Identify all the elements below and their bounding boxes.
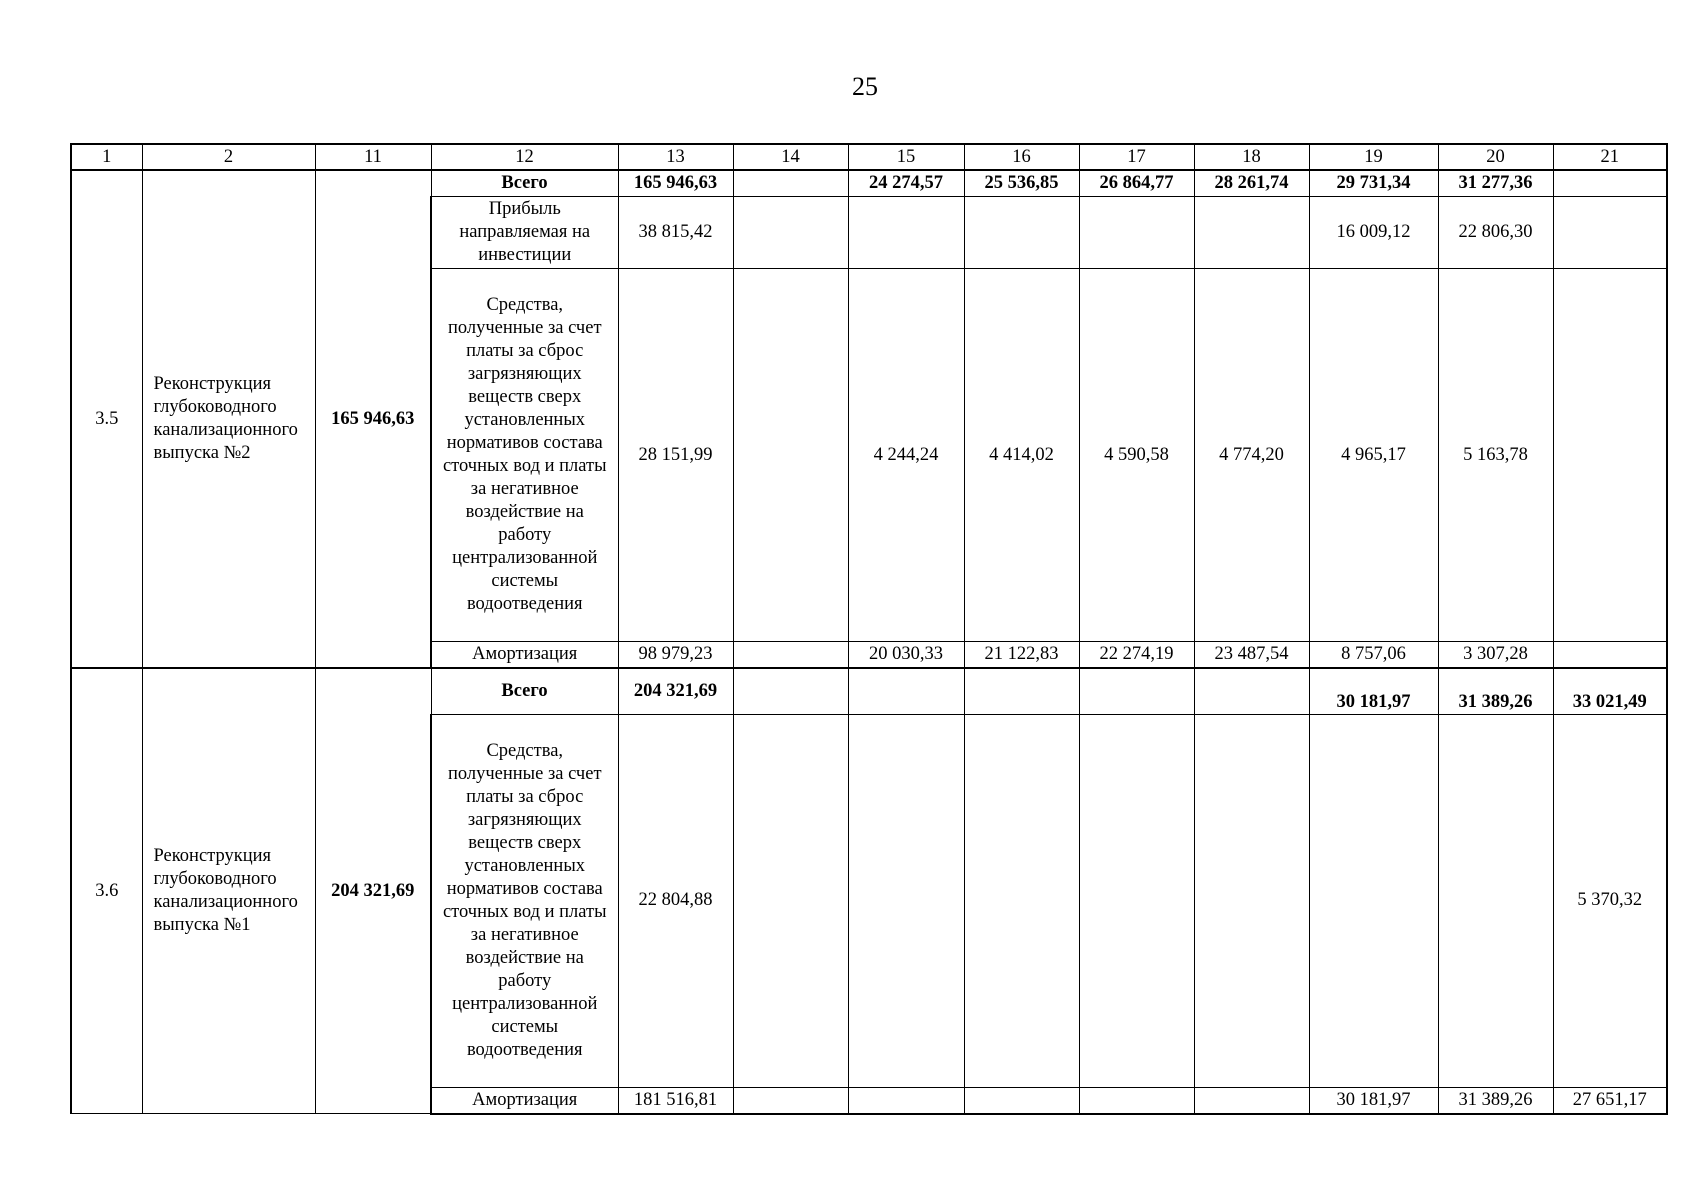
value-cell: 22 806,30 — [1438, 197, 1553, 269]
value-cell: 204 321,69 — [618, 668, 733, 714]
page-number: 25 — [852, 72, 878, 101]
funding-source: Средства, полученные за счет платы за сброс загрязняющих веществ сверх установленных нормативов состава сточных вод и платы за негативное воздействие на работу централизованной системы водоотведения — [431, 269, 618, 642]
value-cell: 26 864,77 — [1079, 170, 1194, 197]
value-cell: 22 804,88 — [618, 714, 733, 1087]
table-row-total — [71, 170, 1667, 197]
value-cell — [848, 1087, 964, 1114]
value-cell — [1553, 197, 1667, 269]
value-cell: 21 122,83 — [964, 642, 1079, 669]
value-cell — [1553, 170, 1667, 197]
value-cell — [733, 668, 848, 714]
column-header: 1 — [71, 144, 142, 170]
funding-source: Всего — [431, 170, 618, 197]
value-cell — [964, 1087, 1079, 1114]
value-cell — [1553, 642, 1667, 669]
value-cell: 29 731,34 — [1309, 170, 1438, 197]
value-cell — [964, 668, 1079, 714]
value-cell: 23 487,54 — [1194, 642, 1309, 669]
value-cell: 38 815,42 — [618, 197, 733, 269]
item-total: 165 946,63 — [315, 170, 431, 668]
value-cell: 30 181,97 — [1309, 1087, 1438, 1114]
value-cell — [1309, 714, 1438, 1087]
column-header: 16 — [964, 144, 1079, 170]
column-header: 12 — [431, 144, 618, 170]
value-cell: 181 516,81 — [618, 1087, 733, 1114]
value-cell: 20 030,33 — [848, 642, 964, 669]
value-cell: 3 307,28 — [1438, 642, 1553, 669]
value-cell — [1079, 668, 1194, 714]
value-cell — [1438, 714, 1553, 1087]
funding-source: Амортизация — [431, 1087, 618, 1114]
value-cell — [1194, 1087, 1309, 1114]
value-cell — [1553, 269, 1667, 642]
value-cell — [1194, 668, 1309, 714]
value-cell: 22 274,19 — [1079, 642, 1194, 669]
value-cell — [1194, 714, 1309, 1087]
item-number: 3.6 — [71, 668, 142, 1114]
value-cell: 165 946,63 — [618, 170, 733, 197]
column-header: 15 — [848, 144, 964, 170]
value-cell — [964, 714, 1079, 1087]
column-header: 14 — [733, 144, 848, 170]
value-cell: 28 261,74 — [1194, 170, 1309, 197]
value-cell — [848, 197, 964, 269]
value-cell: 4 244,24 — [848, 269, 964, 642]
item-total: 204 321,69 — [315, 668, 431, 1114]
table-row-total — [71, 668, 1667, 714]
column-header: 13 — [618, 144, 733, 170]
value-cell: 31 389,26 — [1438, 668, 1553, 714]
value-cell — [1194, 197, 1309, 269]
value-cell: 31 277,36 — [1438, 170, 1553, 197]
value-cell — [733, 269, 848, 642]
column-header: 21 — [1553, 144, 1667, 170]
column-header: 19 — [1309, 144, 1438, 170]
value-cell: 16 009,12 — [1309, 197, 1438, 269]
column-header: 20 — [1438, 144, 1553, 170]
value-cell: 25 536,85 — [964, 170, 1079, 197]
column-header: 2 — [142, 144, 315, 170]
value-cell — [964, 197, 1079, 269]
value-cell — [733, 714, 848, 1087]
investment-table — [70, 143, 1668, 1115]
value-cell: 5 163,78 — [1438, 269, 1553, 642]
value-cell — [1079, 1087, 1194, 1114]
value-cell — [1079, 714, 1194, 1087]
item-name: Реконструкция глубоководного канализационного выпуска №2 — [142, 170, 315, 668]
value-cell: 4 965,17 — [1309, 269, 1438, 642]
value-cell: 4 414,02 — [964, 269, 1079, 642]
column-header: 18 — [1194, 144, 1309, 170]
value-cell — [733, 170, 848, 197]
value-cell: 27 651,17 — [1553, 1087, 1667, 1114]
value-cell: 4 590,58 — [1079, 269, 1194, 642]
column-header: 17 — [1079, 144, 1194, 170]
value-cell — [1079, 197, 1194, 269]
value-cell: 98 979,23 — [618, 642, 733, 669]
value-cell — [733, 1087, 848, 1114]
value-cell: 33 021,49 — [1553, 668, 1667, 714]
value-cell: 30 181,97 — [1309, 668, 1438, 714]
value-cell: 5 370,32 — [1553, 714, 1667, 1087]
item-number: 3.5 — [71, 170, 142, 668]
value-cell — [848, 668, 964, 714]
value-cell: 31 389,26 — [1438, 1087, 1553, 1114]
value-cell: 24 274,57 — [848, 170, 964, 197]
funding-source: Всего — [431, 668, 618, 714]
column-number-row — [71, 144, 1667, 170]
funding-source: Прибыль направляемая на инвестиции — [431, 197, 618, 269]
value-cell: 4 774,20 — [1194, 269, 1309, 642]
value-cell — [733, 197, 848, 269]
value-cell: 28 151,99 — [618, 269, 733, 642]
column-header: 11 — [315, 144, 431, 170]
value-cell — [733, 642, 848, 669]
funding-source: Амортизация — [431, 642, 618, 669]
funding-source: Средства, полученные за счет платы за сброс загрязняющих веществ сверх установленных нормативов состава сточных вод и платы за негативное воздействие на работу централизованной системы водоотведения — [431, 714, 618, 1087]
value-cell: 8 757,06 — [1309, 642, 1438, 669]
item-name: Реконструкция глубоководного канализационного выпуска №1 — [142, 668, 315, 1114]
value-cell — [848, 714, 964, 1087]
